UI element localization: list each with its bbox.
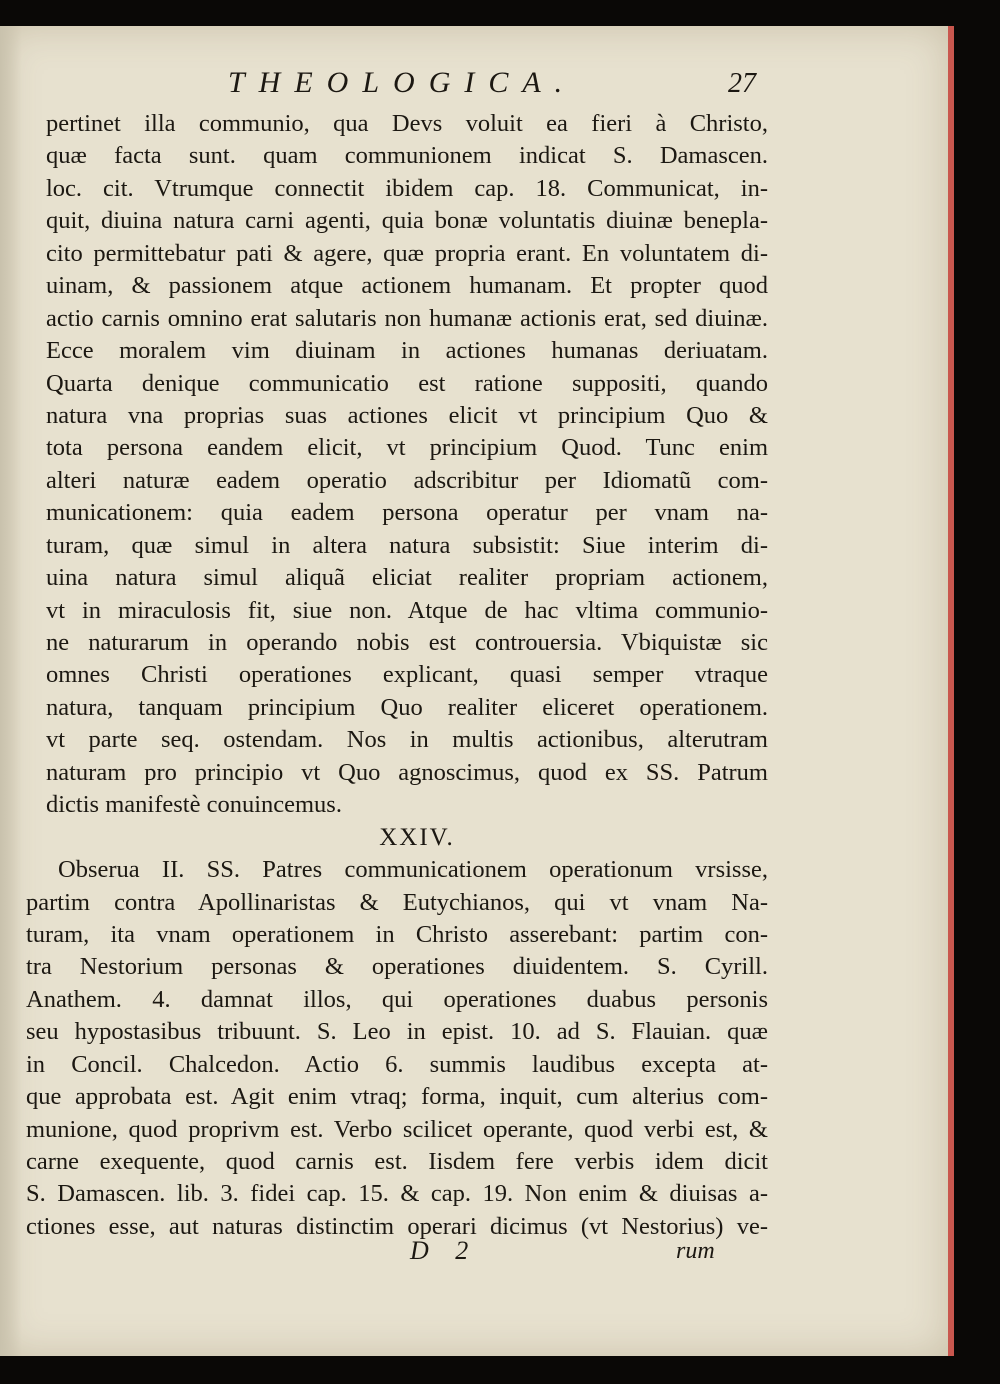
text-line: uina natura simul aliquã eliciat realiter propriam actionem, [46, 564, 768, 592]
section-number: XXIV. [379, 823, 455, 851]
text-line: vt in miraculosis fit, siue non. Atque de hac vltima communio- [46, 596, 768, 624]
text-line: Quarta denique communicatio est ratione suppositi, quando [46, 369, 768, 397]
text-line: S. Damascen. lib. 3. fidei cap. 15. & cap. 19. Non enim & diuisas a- [26, 1180, 768, 1208]
running-title: THEOLOGICA. [228, 66, 577, 99]
signature-mark: D 2 [410, 1236, 479, 1265]
text-line: actio carnis omnino erat salutaris non humanæ actionis erat, sed diuinæ. [46, 304, 768, 332]
text-line: Ecce moralem vim diuinam in actiones humanas deriuatam. [46, 337, 768, 365]
page-footer [0, 1232, 948, 1272]
text-line: uinam, & passionem atque actionem humanam. Et propter quod [46, 272, 768, 300]
book-page [0, 26, 948, 1356]
text-line: tota persona eandem elicit, vt principium Quod. Tunc enim [46, 434, 768, 462]
text-line: turam, quæ simul in altera natura subsistit: Siue interim di- [46, 531, 768, 559]
text-line: cito permittebatur pati & agere, quæ propria erant. En voluntatem di- [46, 239, 768, 267]
text-line: natura, tanquam principium Quo realiter eliceret operationem. [46, 693, 768, 721]
text-line: munione, quod proprivm est. Verbo scilicet operante, quod verbi est, & [26, 1115, 768, 1143]
text-line: pertinet illa communio, qua Devs voluit ea fieri à Christo, [46, 110, 768, 137]
text-line: que approbata est. Agit enim vtraq; forma, inquit, cum alterius com- [26, 1083, 768, 1111]
text-line: quit, diuina natura carni agenti, quia bonæ voluntatis diuinæ benepla- [46, 207, 768, 235]
text-line: seu hypostasibus tribuunt. S. Leo in epist. 10. ad S. Flauian. quæ [26, 1018, 768, 1046]
text-line: carne exequente, quod carnis est. Iisdem fere verbis idem dicit [26, 1148, 768, 1175]
text-line: turam, ita vnam operationem in Christo asserebant: partim con- [26, 920, 768, 948]
text-line: in Concil. Chalcedon. Actio 6. summis laudibus excepta at- [26, 1050, 768, 1078]
text-line: loc. cit. Vtrumque connectit ibidem cap. 18. Communicat, in- [46, 174, 768, 202]
catchword: rum [676, 1238, 715, 1264]
text-line: partim contra Apollinaristas & Eutychianos, qui vt vnam Na- [26, 888, 768, 916]
text-line: vt parte seq. ostendam. Nos in multis actionibus, alterutram [46, 726, 768, 754]
text-line: municationem: quia eadem persona operatur per vnam na- [46, 499, 768, 527]
text-line: ctiones esse, aut naturas distinctim operari dicimus (vt Nestorius) ve- [26, 1212, 768, 1240]
text-line: ne naturarum in operando nobis est controuersia. Vbiquistæ sic [46, 629, 768, 656]
text-line: quæ facta sunt. quam communionem indicat S. Damascen. [46, 142, 768, 170]
text-line: naturam pro principio vt Quo agnoscimus, quod ex SS. Patrum [46, 758, 768, 786]
text-line: tra Nestorium personas & operationes diuidentem. S. Cyrill. [26, 953, 768, 981]
page-header [0, 66, 948, 110]
page-number: 27 [728, 68, 756, 99]
text-line: dictis manifestè conuincemus. [46, 791, 342, 819]
text-line: alteri naturæ eadem operatio adscribitur per Idiomatũ com- [46, 466, 768, 494]
text-line: omnes Christi operationes explicant, quasi semper vtraque [46, 661, 768, 689]
text-line: Anathem. 4. damnat illos, qui operationes duabus personis [26, 985, 768, 1013]
body-text [26, 108, 768, 1243]
text-line: natura vna proprias suas actiones elicit vt principium Quo & [46, 401, 768, 429]
text-line: Obserua II. SS. Patres communicationem operationum vrsisse, [58, 856, 768, 884]
